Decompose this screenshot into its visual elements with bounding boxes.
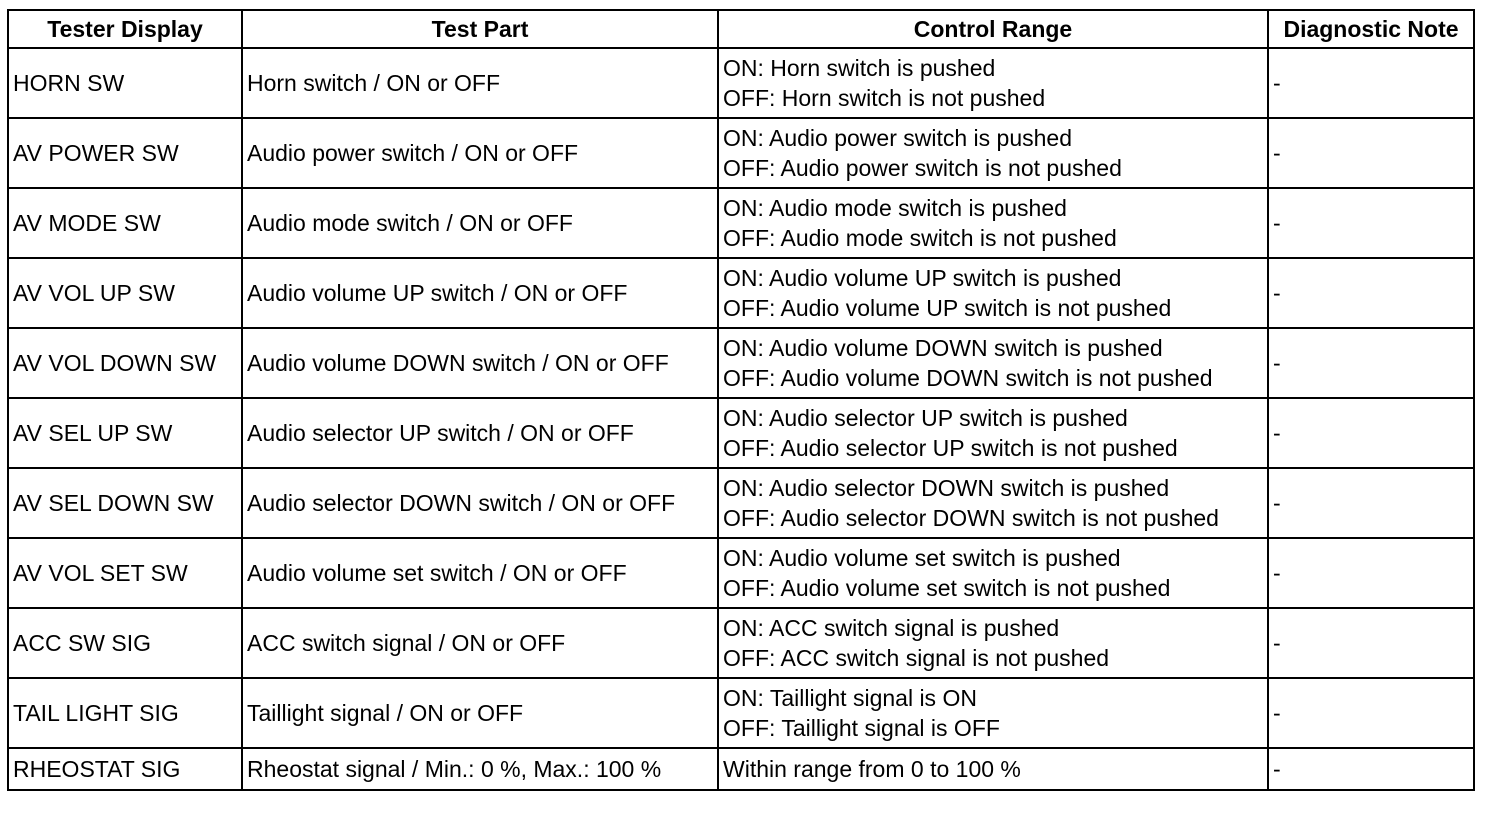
cell-control-range (718, 468, 1268, 538)
control-range-line: OFF: Audio volume set switch is not pushed (723, 575, 1171, 601)
control-range-line: OFF: Horn switch is not pushed (723, 85, 1046, 111)
cell-test-part: Audio power switch / ON or OFF (242, 118, 718, 188)
table-row (8, 538, 1474, 608)
cell-test-part: ACC switch signal / ON or OFF (242, 608, 718, 678)
cell-diagnostic-note: - (1268, 538, 1474, 608)
control-range-line: ON: Horn switch is pushed (723, 55, 996, 81)
cell-tester-display: ACC SW SIG (8, 608, 242, 678)
control-range-line: OFF: Audio selector DOWN switch is not pushed (723, 505, 1219, 531)
table-row (8, 748, 1474, 790)
cell-diagnostic-note: - (1268, 188, 1474, 258)
cell-tester-display: AV SEL UP SW (8, 398, 242, 468)
header-diagnostic-note: Diagnostic Note (1268, 10, 1474, 48)
cell-test-part: Audio volume set switch / ON or OFF (242, 538, 718, 608)
control-range-line: ON: ACC switch signal is pushed (723, 615, 1060, 641)
cell-tester-display: AV VOL UP SW (8, 258, 242, 328)
cell-diagnostic-note: - (1268, 48, 1474, 118)
cell-diagnostic-note: - (1268, 258, 1474, 328)
cell-test-part: Audio selector UP switch / ON or OFF (242, 398, 718, 468)
table-row (8, 328, 1474, 398)
cell-control-range (718, 608, 1268, 678)
control-range-line: ON: Audio selector DOWN switch is pushed (723, 475, 1170, 501)
table-row (8, 188, 1474, 258)
table-row (8, 468, 1474, 538)
control-range-line: OFF: Taillight signal is OFF (723, 715, 1000, 741)
cell-control-range (718, 538, 1268, 608)
cell-diagnostic-note: - (1268, 468, 1474, 538)
cell-test-part: Rheostat signal / Min.: 0 %, Max.: 100 % (242, 748, 718, 790)
cell-test-part: Audio volume UP switch / ON or OFF (242, 258, 718, 328)
cell-tester-display: HORN SW (8, 48, 242, 118)
cell-test-part: Audio volume DOWN switch / ON or OFF (242, 328, 718, 398)
cell-test-part: Taillight signal / ON or OFF (242, 678, 718, 748)
control-range-line: ON: Audio selector UP switch is pushed (723, 405, 1128, 431)
control-range-line: OFF: Audio volume DOWN switch is not pushed (723, 365, 1213, 391)
cell-control-range (718, 48, 1268, 118)
control-range-line: ON: Audio volume set switch is pushed (723, 545, 1121, 571)
control-range-line: ON: Audio volume UP switch is pushed (723, 265, 1122, 291)
control-range-line: OFF: Audio selector UP switch is not pushed (723, 435, 1178, 461)
control-range-line: Within range from 0 to 100 % (723, 756, 1021, 782)
cell-tester-display: TAIL LIGHT SIG (8, 678, 242, 748)
cell-control-range (718, 188, 1268, 258)
cell-control-range (718, 328, 1268, 398)
table-row (8, 678, 1474, 748)
control-range-line: OFF: Audio volume UP switch is not pushed (723, 295, 1172, 321)
cell-diagnostic-note: - (1268, 398, 1474, 468)
header-control-range: Control Range (718, 10, 1268, 48)
cell-test-part: Audio selector DOWN switch / ON or OFF (242, 468, 718, 538)
cell-control-range (718, 398, 1268, 468)
table-body (8, 48, 1474, 790)
control-range-line: ON: Audio volume DOWN switch is pushed (723, 335, 1163, 361)
table-row (8, 398, 1474, 468)
control-range-line: ON: Taillight signal is ON (723, 685, 977, 711)
cell-tester-display: AV POWER SW (8, 118, 242, 188)
cell-tester-display: AV VOL DOWN SW (8, 328, 242, 398)
cell-test-part: Audio mode switch / ON or OFF (242, 188, 718, 258)
cell-tester-display: AV MODE SW (8, 188, 242, 258)
cell-diagnostic-note: - (1268, 118, 1474, 188)
table-header (8, 10, 1474, 48)
cell-tester-display: RHEOSTAT SIG (8, 748, 242, 790)
table-row (8, 608, 1474, 678)
control-range-line: OFF: ACC switch signal is not pushed (723, 645, 1110, 671)
control-range-line: ON: Audio mode switch is pushed (723, 195, 1067, 221)
control-range-line: ON: Audio power switch is pushed (723, 125, 1073, 151)
cell-tester-display: AV VOL SET SW (8, 538, 242, 608)
diagnostic-table (7, 9, 1475, 791)
header-test-part: Test Part (242, 10, 718, 48)
control-range-line: OFF: Audio power switch is not pushed (723, 155, 1122, 181)
cell-control-range (718, 258, 1268, 328)
cell-tester-display: AV SEL DOWN SW (8, 468, 242, 538)
cell-diagnostic-note: - (1268, 678, 1474, 748)
cell-control-range (718, 748, 1268, 790)
cell-control-range (718, 118, 1268, 188)
cell-diagnostic-note: - (1268, 748, 1474, 790)
table-row (8, 118, 1474, 188)
cell-diagnostic-note: - (1268, 608, 1474, 678)
header-row (8, 10, 1474, 48)
cell-test-part: Horn switch / ON or OFF (242, 48, 718, 118)
control-range-line: OFF: Audio mode switch is not pushed (723, 225, 1117, 251)
cell-diagnostic-note: - (1268, 328, 1474, 398)
table-row (8, 258, 1474, 328)
cell-control-range (718, 678, 1268, 748)
header-tester-display: Tester Display (8, 10, 242, 48)
table-row (8, 48, 1474, 118)
